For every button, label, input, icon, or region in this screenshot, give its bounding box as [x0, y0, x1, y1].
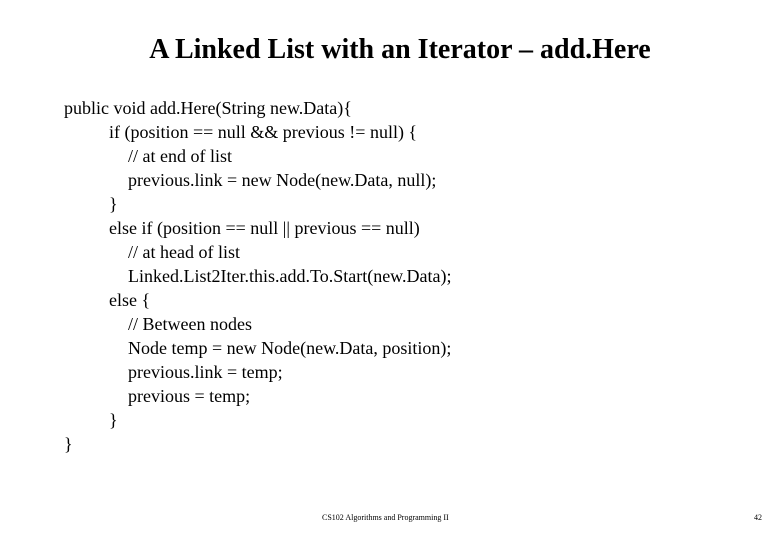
code-line: previous.link = new Node(new.Data, null); — [128, 170, 437, 190]
code-line: public void add.Here(String new.Data){ — [64, 98, 352, 118]
footer-course: CS102 Algorithms and Programming II — [322, 513, 449, 522]
code-block — [64, 96, 452, 456]
code-line: else if (position == null || previous == null) — [109, 218, 420, 238]
code-line: else { — [109, 290, 151, 310]
code-line: previous = temp; — [128, 386, 251, 406]
code-line: Node temp = new Node(new.Data, position); — [128, 338, 452, 358]
footer-page-number: 42 — [754, 513, 762, 522]
code-line: if (position == null && previous != null) { — [109, 122, 418, 142]
code-line: previous.link = temp; — [128, 362, 283, 382]
code-line: // Between nodes — [128, 314, 252, 334]
slide-title: A Linked List with an Iterator – add.Here — [149, 34, 651, 65]
code-line: Linked.List2Iter.this.add.To.Start(new.Data); — [128, 266, 452, 286]
code-line: } — [64, 434, 73, 454]
code-line: // at end of list — [128, 146, 232, 166]
code-line: } — [109, 410, 118, 430]
code-line: // at head of list — [128, 242, 240, 262]
code-line: } — [109, 194, 118, 214]
